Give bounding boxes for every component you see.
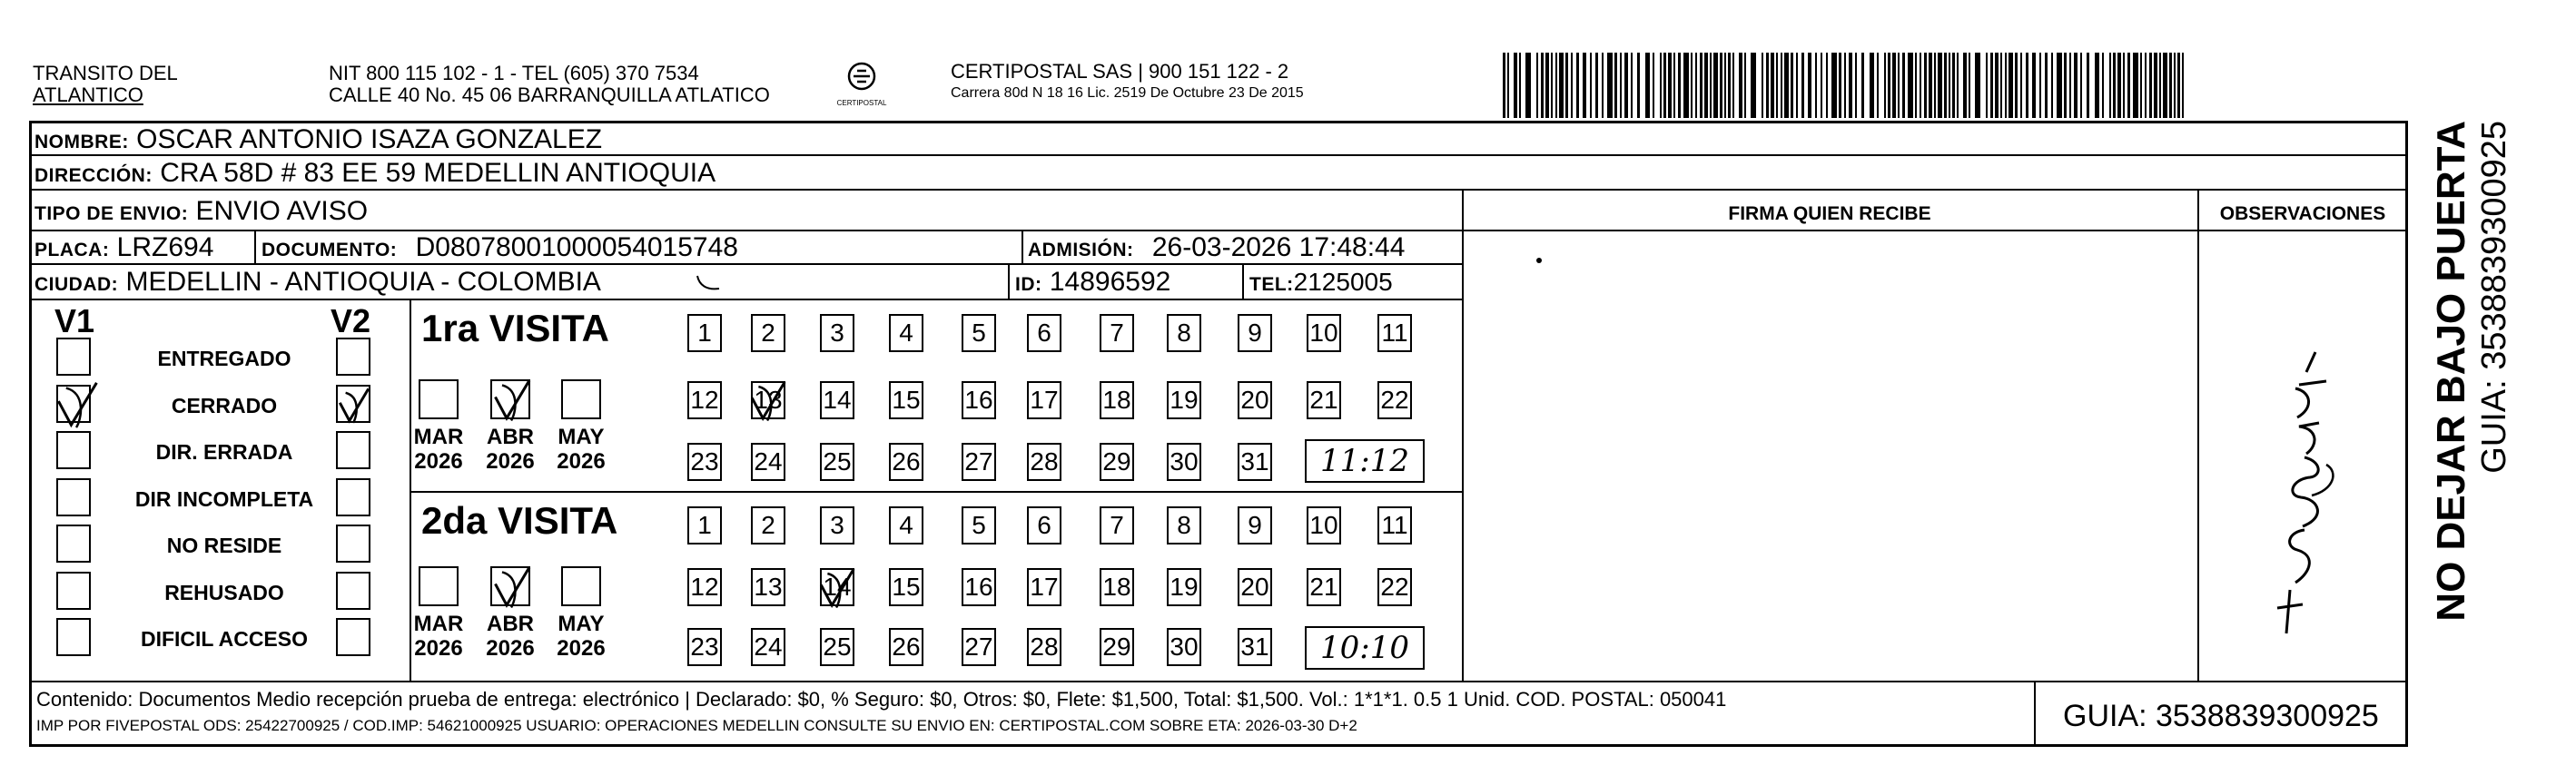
barcode-bar	[1624, 53, 1628, 118]
admision-value: 26-03-2026 17:48:44	[1151, 232, 1406, 262]
first-visit-month-year-may: 2026	[557, 449, 606, 474]
v1-checkbox-no-reside	[56, 525, 91, 563]
barcode-bar	[1888, 53, 1890, 118]
barcode-bar	[2154, 53, 2157, 118]
first-visit-day-16: 16	[962, 381, 996, 419]
barcode-bar	[1781, 53, 1782, 118]
barcode-bar	[2149, 53, 2152, 118]
barcode-bar	[2133, 53, 2138, 118]
first-visit-day-1: 1	[687, 314, 722, 352]
barcode-bar	[1583, 53, 1586, 118]
barcode-bar	[1631, 53, 1633, 118]
direccion-field	[35, 158, 716, 191]
placa-label: PLACA:	[35, 240, 110, 260]
first-visit-day-9: 9	[1238, 314, 1272, 352]
first-visit-day-10: 10	[1307, 314, 1341, 352]
barcode-bar	[1559, 53, 1564, 118]
barcode-bar	[2182, 53, 2184, 118]
status-label-no-reside: NO RESIDE	[166, 534, 282, 557]
placa-field	[35, 232, 213, 266]
barcode-bar	[1924, 53, 1927, 118]
first-visit-day-7: 7	[1100, 314, 1134, 352]
second-visit-month-label-may: MAY	[558, 612, 605, 636]
second-visit-day-13: 13	[751, 568, 785, 606]
barcode-bar	[1791, 53, 1793, 118]
barcode-bar	[2008, 53, 2013, 118]
barcode-bar	[2045, 53, 2048, 118]
admision-label: ADMISIÓN:	[1028, 240, 1134, 260]
first-visit-day-22: 22	[1377, 381, 1412, 419]
admision-field	[1028, 232, 1405, 266]
v2-checkbox-no-reside	[336, 525, 370, 563]
barcode-bar	[1934, 53, 1936, 118]
first-visit-title: 1ra VISITA	[421, 307, 609, 349]
barcode-bar	[1771, 53, 1774, 118]
second-visit-day-22: 22	[1377, 568, 1412, 606]
v2-checkbox-dir-incompleta	[336, 478, 370, 516]
first-visit-day-6: 6	[1027, 314, 1061, 352]
first-visit-month-label-abr: ABR	[487, 425, 534, 449]
side-panel	[2415, 121, 2574, 747]
second-visit-month-box-may	[561, 566, 601, 606]
observaciones-column-header: OBSERVACIONES	[2219, 203, 2386, 224]
first-visit-month-box-may	[561, 379, 601, 419]
barcode-bar	[1720, 53, 1722, 118]
barcode-bar	[2051, 53, 2053, 118]
barcode-bar	[1710, 53, 1712, 118]
barcode-bar	[2174, 53, 2176, 118]
v1-checkbox-rehusado	[56, 572, 91, 610]
courier-line: CERTIPOSTAL SAS | 900 151 122 - 2	[951, 60, 1289, 83]
barcode-bar	[1902, 53, 1905, 118]
barcode-bar	[1957, 53, 1959, 118]
second-visit-day-25: 25	[820, 628, 854, 666]
second-visit-day-3: 3	[820, 506, 854, 544]
barcode-bar	[1683, 53, 1689, 118]
barcode-bar	[1695, 53, 1697, 118]
first-visit-day-14: 14	[820, 381, 854, 419]
id-label: ID:	[1015, 274, 1042, 295]
barcode-bar	[1821, 53, 1823, 118]
sender-line-1: TRANSITO DEL	[33, 62, 178, 84]
first-visit-day-27: 27	[962, 443, 996, 481]
barcode-bar	[1796, 53, 1798, 118]
barcode-bar	[1915, 53, 1917, 118]
second-visit-day-10: 10	[1307, 506, 1341, 544]
first-visit-day-15: 15	[889, 381, 923, 419]
barcode-bar	[1545, 53, 1549, 118]
first-visit-month-year-abr: 2026	[486, 449, 535, 474]
documento-label: DOCUMENTO:	[262, 240, 398, 260]
direccion-value: CRA 58D # 83 EE 59 MEDELLIN ANTIOQUIA	[160, 158, 716, 188]
first-visit-day-29: 29	[1100, 443, 1134, 481]
firma-column-header: FIRMA QUIEN RECIBE	[1728, 203, 1931, 224]
barcode-bar	[1571, 53, 1573, 118]
status-label-entregado: ENTREGADO	[157, 347, 291, 370]
v1-checkbox-dir-incompleta	[56, 478, 91, 516]
barcode-bar	[1663, 53, 1666, 118]
v1-checkbox-entregado	[56, 338, 91, 376]
barcode-bar	[1744, 53, 1746, 118]
first-visit-day-26: 26	[889, 443, 923, 481]
barcode-bar	[1637, 53, 1640, 118]
second-visit-day-4: 4	[889, 506, 923, 544]
second-visit-month-box-abr	[490, 566, 530, 606]
tipo-envio-value: ENVIO AVISO	[195, 196, 369, 226]
barcode-bar	[1724, 53, 1726, 118]
first-visit-day-12: 12	[687, 381, 722, 419]
barcode-bar	[1645, 53, 1650, 118]
second-visit-month-year-mar: 2026	[414, 636, 463, 661]
id-field	[1015, 267, 1170, 300]
barcode-bar	[1732, 53, 1734, 118]
barcode-bar	[1952, 53, 1955, 118]
barcode-bar	[2057, 53, 2062, 118]
barcode-bar	[1704, 53, 1708, 118]
barcode-bar	[1551, 53, 1553, 118]
barcode-bar	[1938, 53, 1942, 118]
barcode-bar	[1503, 53, 1505, 118]
first-visit-day-25: 25	[820, 443, 854, 481]
status-label-dificil-acceso: DIFICIL ACCESO	[140, 627, 308, 651]
second-visit-day-20: 20	[1238, 568, 1272, 606]
barcode-bar	[2113, 53, 2116, 118]
barcode-bar	[2117, 53, 2121, 118]
tel-value: 2125005	[1293, 268, 1393, 296]
tel-field	[1249, 267, 1393, 300]
v2-checkbox-rehusado	[336, 572, 370, 610]
nombre-field	[35, 124, 602, 158]
v2-checkbox-dir-errada	[336, 431, 370, 469]
barcode-bar	[2127, 53, 2130, 118]
barcode-bar	[1541, 53, 1544, 118]
barcode-bar	[1995, 53, 1999, 118]
barcode-bar	[1751, 53, 1756, 118]
nombre-value: OSCAR ANTONIO ISAZA GONZALEZ	[136, 124, 603, 154]
barcode-bar	[1565, 53, 1568, 118]
barcode-bar	[1507, 53, 1509, 118]
barcode-bar	[1949, 53, 1950, 118]
barcode-bar	[1849, 53, 1852, 118]
second-visit-month-label-mar: MAR	[413, 612, 464, 636]
barcode-bar	[1808, 53, 1811, 118]
second-visit-day-26: 26	[889, 628, 923, 666]
barcode-bar	[1975, 53, 1980, 118]
second-visit-day-11: 11	[1377, 506, 1412, 544]
first-visit-month-box-mar	[419, 379, 459, 419]
barcode-bar	[1653, 53, 1654, 118]
barcode-bar	[2069, 53, 2071, 118]
v2-checkbox-entregado	[336, 338, 370, 376]
first-visit-day-23: 23	[687, 443, 722, 481]
status-label-cerrado: CERRADO	[171, 394, 278, 417]
second-visit-day-30: 30	[1167, 628, 1201, 666]
footer-guia: GUIA: 3538839300925	[2063, 699, 2379, 733]
barcode-bar	[1678, 53, 1681, 118]
first-visit-day-30: 30	[1167, 443, 1201, 481]
barcode-bar	[1969, 53, 1970, 118]
barcode	[1503, 53, 2188, 118]
barcode-bar	[2145, 53, 2147, 118]
first-visit-day-3: 3	[820, 314, 854, 352]
ciudad-value: MEDELLIN - ANTIOQUIA - COLOMBIA	[125, 267, 601, 297]
ciudad-field	[35, 267, 601, 300]
second-visit-day-2: 2	[751, 506, 785, 544]
barcode-bar	[1877, 53, 1879, 118]
second-visit-month-box-mar	[419, 566, 459, 606]
barcode-bar	[1620, 53, 1622, 118]
status-label-dir-incompleta: DIR INCOMPLETA	[134, 487, 314, 511]
certipostal-logo	[835, 60, 888, 109]
barcode-bar	[1784, 53, 1789, 118]
barcode-bar	[1815, 53, 1817, 118]
barcode-bar	[1555, 53, 1557, 118]
second-visit-day-31: 31	[1238, 628, 1272, 666]
barcode-bar	[1536, 53, 1538, 118]
second-visit-day-19: 19	[1167, 568, 1201, 606]
sender-contact	[329, 63, 770, 106]
barcode-bar	[2169, 53, 2172, 118]
documento-value: D08078001000054015748	[415, 232, 738, 262]
second-visit-time: 10:10	[1305, 626, 1425, 670]
license-line: Carrera 80d N 18 16 Lic. 2519 De Octubre 23 De 2015	[951, 85, 1304, 101]
first-visit-day-2: 2	[751, 314, 785, 352]
barcode-bar	[1929, 53, 1932, 118]
barcode-bar	[1892, 53, 1896, 118]
barcode-bar	[2005, 53, 2007, 118]
barcode-bar	[2140, 53, 2142, 118]
second-visit-day-9: 9	[1238, 506, 1272, 544]
side-guia: GUIA: 3538839300925	[2475, 121, 2513, 474]
v1-checkbox-cerrado	[56, 385, 91, 423]
barcode-bar	[1990, 53, 1993, 118]
barcode-bar	[2163, 53, 2167, 118]
barcode-bar	[1595, 53, 1598, 118]
barcode-bar	[2039, 53, 2041, 118]
barcode-bar	[2074, 53, 2078, 118]
first-visit-day-20: 20	[1238, 381, 1272, 419]
barcode-bar	[1855, 53, 1857, 118]
barcode-bar	[1590, 53, 1592, 118]
barcode-bar	[1700, 53, 1703, 118]
barcode-bar	[1660, 53, 1662, 118]
barcode-bar	[1944, 53, 1947, 118]
barcode-bar	[1986, 53, 1988, 118]
first-visit-day-19: 19	[1167, 381, 1201, 419]
barcode-bar	[2020, 53, 2022, 118]
barcode-bar	[1801, 53, 1804, 118]
second-visit-day-16: 16	[962, 568, 996, 606]
second-visit-day-1: 1	[687, 506, 722, 544]
barcode-bar	[1728, 53, 1731, 118]
first-visit-day-4: 4	[889, 314, 923, 352]
barcode-bar	[1844, 53, 1846, 118]
first-visit-day-18: 18	[1100, 381, 1134, 419]
barcode-bar	[2177, 53, 2180, 118]
barcode-bar	[2102, 53, 2104, 118]
barcode-bar	[1898, 53, 1900, 118]
v2-checkbox-cerrado	[336, 385, 370, 423]
v2-header: V2	[331, 302, 371, 339]
first-visit-day-24: 24	[751, 443, 785, 481]
second-visit-day-24: 24	[751, 628, 785, 666]
first-visit-day-5: 5	[962, 314, 996, 352]
first-visit-day-11: 11	[1377, 314, 1412, 352]
barcode-bar	[1739, 53, 1742, 118]
barcode-bar	[2087, 53, 2089, 118]
sender-line-2: ATLANTICO	[33, 83, 143, 106]
documento-field	[262, 232, 738, 266]
barcode-bar	[1713, 53, 1718, 118]
barcode-bar	[1861, 53, 1864, 118]
second-visit-day-18: 18	[1100, 568, 1134, 606]
footer-print-line: IMP POR FIVEPOSTAL ODS: 25422700925 / COD.IMP: 54621000925 USUARIO: OPERACIONES MEDELLIN CONSULTE SU ENVIO EN: CERTIPOSTAL.COM SOBRE ETA: 2026-03-30 D+2	[36, 717, 1357, 734]
second-visit-month-year-may: 2026	[557, 636, 606, 661]
second-visit-day-8: 8	[1167, 506, 1201, 544]
v1-header: V1	[54, 302, 95, 339]
id-value: 14896592	[1049, 267, 1171, 297]
second-visit-day-15: 15	[889, 568, 923, 606]
barcode-bar	[1525, 53, 1531, 118]
direccion-label: DIRECCIÓN:	[35, 165, 153, 186]
second-visit-month-year-abr: 2026	[486, 636, 535, 661]
second-visit-day-21: 21	[1307, 568, 1341, 606]
barcode-bar	[2032, 53, 2036, 118]
footer-contents-line: Contenido: Documentos Medio recepción prueba de entrega: electrónico | Declarado: $0, % Seguro: $0, Otros: $0, Flete: $1,500, Total: $1,500. Vol.: 1*1*1. 0.5 1 Unid. COD. POSTAL: 050041	[36, 688, 1727, 711]
logo-text: CERTIPOSTAL	[836, 99, 887, 107]
barcode-bar	[1870, 53, 1874, 118]
first-visit-day-17: 17	[1027, 381, 1061, 419]
courier-info	[951, 61, 1304, 103]
tel-label: TEL:	[1249, 274, 1294, 295]
barcode-bar	[2064, 53, 2067, 118]
barcode-bar	[2026, 53, 2028, 118]
first-visit-month-box-abr	[490, 379, 530, 419]
barcode-bar	[1831, 53, 1837, 118]
first-visit-day-8: 8	[1167, 314, 1201, 352]
barcode-bar	[1607, 53, 1613, 118]
barcode-bar	[2109, 53, 2111, 118]
side-warning: NO DEJAR BAJO PUERTA	[2429, 121, 2473, 622]
v1-checkbox-dificil-acceso	[56, 618, 91, 656]
first-visit-day-21: 21	[1307, 381, 1341, 419]
ciudad-label: CIUDAD:	[35, 274, 119, 295]
first-visit-month-label-mar: MAR	[413, 425, 464, 449]
second-visit-day-6: 6	[1027, 506, 1061, 544]
first-visit-day-28: 28	[1027, 443, 1061, 481]
nombre-label: NOMBRE:	[35, 132, 129, 152]
barcode-bar	[2095, 53, 2099, 118]
second-visit-day-12: 12	[687, 568, 722, 606]
second-visit-day-17: 17	[1027, 568, 1061, 606]
barcode-bar	[1908, 53, 1913, 118]
barcode-bar	[1884, 53, 1886, 118]
barcode-bar	[2015, 53, 2018, 118]
barcode-bar	[1673, 53, 1675, 118]
status-label-rehusado: REHUSADO	[164, 581, 284, 604]
tipo-envio-label: TIPO DE ENVIO:	[35, 203, 189, 224]
nit-line: NIT 800 115 102 - 1 - TEL (605) 370 7534	[329, 62, 699, 84]
second-visit-day-7: 7	[1100, 506, 1134, 544]
first-visit-month-label-may: MAY	[558, 425, 605, 449]
status-label-dir-errada: DIR. ERRADA	[155, 440, 293, 464]
barcode-bar	[2159, 53, 2161, 118]
barcode-bar	[2123, 53, 2125, 118]
placa-value: LRZ694	[116, 232, 214, 262]
second-visit-day-14: 14	[820, 568, 854, 606]
barcode-bar	[1614, 53, 1617, 118]
first-visit-day-31: 31	[1238, 443, 1272, 481]
tipo-envio-field	[35, 196, 368, 230]
barcode-bar	[1766, 53, 1769, 118]
second-visit-month-label-abr: ABR	[487, 612, 534, 636]
barcode-bar	[2000, 53, 2002, 118]
second-visit-day-23: 23	[687, 628, 722, 666]
first-visit-day-13: 13	[751, 381, 785, 419]
second-visit-day-27: 27	[962, 628, 996, 666]
barcode-bar	[1519, 53, 1521, 118]
second-visit-title: 2da VISITA	[421, 499, 618, 542]
barcode-bar	[1920, 53, 1921, 118]
v2-checkbox-dificil-acceso	[336, 618, 370, 656]
first-visit-time: 11:12	[1305, 439, 1425, 483]
barcode-bar	[1762, 53, 1763, 118]
barcode-bar	[1514, 53, 1517, 118]
first-visit-month-year-mar: 2026	[414, 449, 463, 474]
second-visit-day-5: 5	[962, 506, 996, 544]
v1-checkbox-dir-errada	[56, 431, 91, 469]
barcode-bar	[1826, 53, 1828, 118]
barcode-bar	[1963, 53, 1967, 118]
barcode-bar	[2080, 53, 2082, 118]
second-visit-day-28: 28	[1027, 628, 1061, 666]
barcode-bar	[1602, 53, 1604, 118]
barcode-bar	[1691, 53, 1693, 118]
sender-address-line: CALLE 40 No. 45 06 BARRANQUILLA ATLATICO	[329, 83, 770, 106]
barcode-bar	[1776, 53, 1778, 118]
barcode-bar	[1668, 53, 1672, 118]
barcode-bar	[1576, 53, 1579, 118]
sender-name	[33, 63, 178, 106]
barcode-bar	[1839, 53, 1841, 118]
second-visit-day-29: 29	[1100, 628, 1134, 666]
